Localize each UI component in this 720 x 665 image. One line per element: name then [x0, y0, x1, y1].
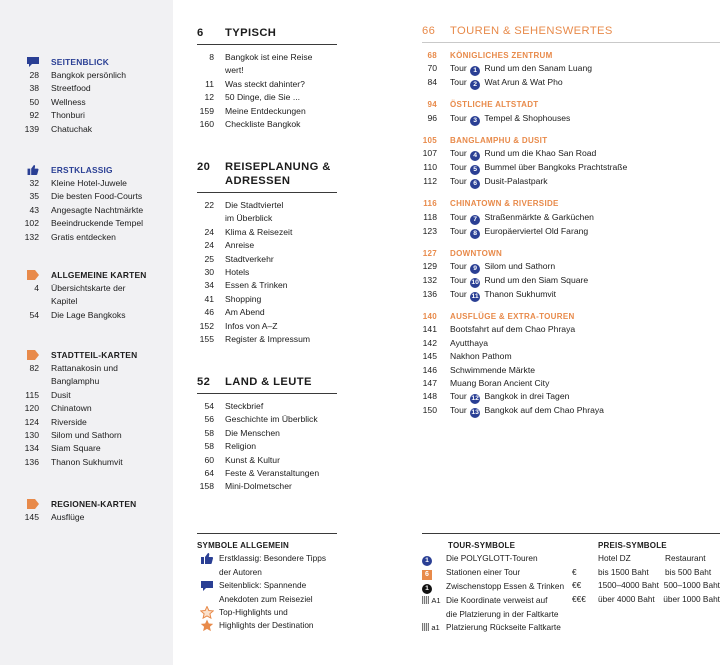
tour-number-badge: 5	[470, 165, 480, 175]
list-item[interactable]: 54 Steckbrief	[204, 401, 264, 411]
tour-number-badge: 1	[470, 66, 480, 76]
list-item[interactable]: 43 Angesagte Nachtmärkte	[29, 204, 144, 215]
list-item[interactable]: 155 Register & Impressum	[199, 334, 311, 345]
legend-item: 1 Zwischenstopp Essen & Trinken	[422, 580, 587, 594]
sidebar-section-title: ALLGEMEINE KARTEN	[24, 268, 169, 282]
tour-number-badge: 3	[470, 116, 480, 126]
section-heading: 6 TYPISCH	[197, 26, 337, 45]
price-row: €€€ über 4000 Baht über 1000 Baht	[572, 593, 720, 604]
list-item[interactable]: 32 Kleine Hotel-Juwele	[29, 178, 127, 188]
tour-number-badge: 7	[470, 215, 480, 225]
speech-bubble-icon	[27, 57, 39, 67]
legend-item: Seitenblick: Spannende	[197, 579, 337, 592]
star-outline-icon	[200, 606, 214, 619]
list-item[interactable]: 124 Riverside	[24, 416, 87, 427]
list-item[interactable]: 54 Die Lage Bangkoks	[29, 309, 126, 320]
toc-section-reiseplanung	[197, 160, 337, 346]
tour-item[interactable]: 147 Muang Boran Ancient City	[422, 378, 550, 389]
list-item[interactable]: 130 Silom und Sathorn	[24, 430, 122, 441]
grid-reference-icon	[422, 596, 429, 604]
list-item[interactable]: 24 Anreise	[204, 240, 255, 251]
tour-item[interactable]: 129 Tour 9 Silom und Sathorn	[422, 261, 556, 273]
list-item: im Überblick	[225, 213, 273, 224]
tour-number-badge: 13	[471, 409, 479, 417]
tour-item[interactable]: 142 Ayutthaya	[422, 337, 489, 348]
list-item[interactable]: 132 Gratis entdecken	[24, 231, 116, 242]
station-square-icon: 6	[422, 570, 432, 580]
sidebar	[0, 0, 173, 665]
tour-number-badge: 11	[471, 293, 479, 301]
list-item[interactable]: 134 Siam Square	[24, 443, 101, 454]
chapter-heading[interactable]: 140 AUSFLÜGE & EXTRA-TOUREN	[422, 312, 575, 322]
list-item[interactable]: 64 Feste & Veranstaltungen	[204, 468, 320, 479]
price-row: €€ 1500–4000 Baht 500–1000 Baht	[572, 580, 720, 591]
tour-item[interactable]: 146 Schwimmende Märkte	[422, 364, 536, 375]
price-header-row: Hotel DZ Restaurant	[598, 553, 706, 564]
list-item[interactable]: 152 Infos von A–Z	[199, 320, 278, 331]
chapter-heading[interactable]: 127 DOWNTOWN	[422, 248, 503, 258]
list-item[interactable]: 46 Am Abend	[204, 307, 265, 318]
section-heading: 52 LAND & LEUTE	[197, 375, 337, 394]
list-item[interactable]: 158 Mini-Dolmetscher	[199, 481, 292, 492]
toc-section-land-leute	[197, 375, 337, 494]
list-item[interactable]: 25 Stadtverkehr	[204, 253, 274, 264]
legend-item: Top-Highlights und	[197, 606, 337, 619]
section-heading: 20 REISEPLANUNG & ADRESSEN	[197, 160, 337, 193]
list-item[interactable]: 22 Die Stadtviertel	[204, 200, 284, 210]
legend-item: a1 Platzierung Rückseite Faltkarte	[422, 621, 587, 634]
list-item[interactable]: 58 Die Menschen	[204, 427, 280, 438]
list-item[interactable]: 102 Beeindruckende Tempel	[24, 218, 144, 229]
list-item: Banglamphu	[51, 376, 100, 387]
sidebar-section-title: STADTTEIL-KARTEN	[24, 348, 169, 362]
thumbs-up-icon	[27, 165, 39, 175]
map-tag-icon	[27, 499, 39, 509]
tour-item[interactable]: 84 Tour 2 Wat Arun & Wat Pho	[427, 77, 563, 89]
price-row: € bis 1500 Baht bis 500 Baht	[572, 566, 712, 577]
tour-number-badge: 1	[422, 556, 432, 566]
list-item[interactable]: 50 Wellness	[29, 96, 86, 107]
toc-section-touren	[422, 24, 720, 418]
tour-number-badge: 2	[470, 80, 480, 90]
list-item[interactable]: 11 Was steckt dahinter?	[205, 78, 305, 89]
list-item[interactable]: 136 Thanon Sukhumvit	[24, 456, 123, 467]
tour-item[interactable]: 123 Tour 8 Europäerviertel Old Farang	[422, 225, 589, 237]
tour-item[interactable]: 118 Tour 7 Straßenmärkte & Garküchen	[423, 211, 594, 223]
legend-item: A1 Die Koordinate verweist auf	[422, 594, 587, 607]
list-item[interactable]: 8 Bangkok ist eine Reise	[209, 52, 313, 62]
list-item[interactable]: 120 Chinatown	[24, 403, 92, 414]
sidebar-section-allgemeine-karten	[24, 268, 169, 322]
list-item[interactable]: 92 Thonburi	[29, 110, 85, 121]
tour-item[interactable]: 136 Tour 11 Thanon Sukhumvit	[422, 289, 556, 301]
list-item[interactable]: 38 Streetfood	[29, 83, 91, 94]
list-item: wert!	[225, 65, 244, 76]
grid-reference-icon	[422, 623, 429, 631]
sidebar-section-stadtteil-karten	[24, 348, 169, 469]
sidebar-section-title: REGIONEN-KARTEN	[24, 497, 169, 511]
legend-item: 6 Stationen einer Tour	[422, 566, 587, 580]
tour-number-badge: 4	[470, 151, 480, 161]
chapter-heading[interactable]: 105 BANGLAMPHU & DUSIT	[422, 135, 548, 145]
list-item[interactable]: 145 Ausflüge	[24, 512, 85, 522]
tour-number-badge: 6	[470, 179, 480, 189]
list-item[interactable]: 4 Übersichtskarte der	[34, 283, 126, 293]
list-item[interactable]: 139 Chatuchak	[24, 123, 93, 134]
star-filled-icon	[200, 619, 214, 632]
legend-title: TOUR-SYMBOLE	[422, 533, 587, 552]
chapter-heading[interactable]: 68 KÖNIGLICHES ZENTRUM	[427, 51, 553, 60]
tour-item[interactable]: 132 Tour 10 Rund um den Siam Square	[422, 275, 589, 287]
tour-item[interactable]: 110 Tour 5 Bummel über Bangkoks Prachtstraße	[423, 162, 628, 174]
list-item[interactable]: 28 Bangkok persönlich	[29, 70, 127, 80]
tour-item[interactable]: 112 Tour 6 Dusit-Palastpark	[423, 176, 548, 188]
tour-item[interactable]: 70 Tour 1 Rund um den Sanam Luang	[427, 63, 592, 75]
legend-item: Erstklassig: Besondere Tipps	[197, 552, 337, 565]
tour-item[interactable]: 107 Tour 4 Rund um die Khao San Road	[422, 148, 597, 160]
sidebar-section-erstklassig	[24, 163, 169, 244]
tour-item[interactable]: 145 Nakhon Pathom	[422, 351, 512, 362]
list-item[interactable]: 35 Die besten Food-Courts	[29, 191, 143, 202]
speech-bubble-icon	[201, 581, 213, 591]
map-tag-icon	[27, 270, 39, 280]
tour-item[interactable]: 141 Bootsfahrt auf dem Chao Phraya	[422, 324, 576, 335]
chapter-heading[interactable]: 94 ÖSTLICHE ALTSTADT	[427, 100, 539, 110]
list-item[interactable]: 24 Klima & Reisezeit	[204, 226, 293, 237]
list-item[interactable]: 160 Checkliste Bangkok	[199, 119, 301, 130]
section-heading: 66 TOUREN & SEHENSWERTES	[422, 24, 720, 43]
legend-title: PREIS-SYMBOLE	[572, 533, 720, 552]
tour-item[interactable]: 148 Tour 12 Bangkok in drei Tagen	[422, 391, 570, 403]
list-item[interactable]: 115 Dusit	[25, 389, 71, 400]
map-tag-icon	[27, 350, 39, 360]
sidebar-section-regionen-karten	[24, 497, 169, 524]
list-item[interactable]: 58 Religion	[204, 441, 257, 452]
toc-section-typisch	[197, 26, 337, 131]
sidebar-section-title: ERSTKLASSIG	[24, 163, 169, 177]
legend-title: SYMBOLE ALLGEMEIN	[197, 533, 337, 552]
legend-item: 1 Die POLYGLOTT-Touren	[422, 552, 587, 566]
list-item[interactable]: 60 Kunst & Kultur	[204, 454, 280, 465]
tour-number-badge: 10	[471, 279, 479, 287]
sidebar-section-seitenblick	[24, 55, 169, 136]
list-item[interactable]: 41 Shopping	[204, 293, 262, 304]
tour-number-badge: 12	[471, 395, 479, 403]
list-item[interactable]: 56 Geschichte im Überblick	[204, 414, 318, 425]
sidebar-section-title: SEITENBLICK	[24, 55, 169, 69]
tour-number-badge: 8	[470, 229, 480, 239]
tour-item[interactable]: 150 Tour 13 Bangkok auf dem Chao Phraya	[422, 405, 604, 417]
food-stop-badge: 1	[422, 584, 432, 594]
legend-tour: TOUR-SYMBOLE 1 Die POLYGLOTT-Touren 6 Stationen einer Tour 1 Zwischenstopp Essen & Trinken A1 Die Koordinate verweist auf die Platzierung in der Faltkarte a1 Platzierung Rückseite Faltkarte	[422, 533, 587, 635]
list-item[interactable]: 30 Hotels	[204, 267, 250, 278]
tour-number-badge: 9	[470, 264, 480, 274]
list-item[interactable]: 82 Rattanakosin und	[29, 363, 118, 373]
list-item: Kapitel	[51, 296, 78, 307]
tour-item[interactable]: 96 Tour 3 Tempel & Shophouses	[427, 112, 571, 124]
list-item[interactable]: 34 Essen & Trinken	[204, 280, 288, 291]
legend-general: SYMBOLE ALLGEMEIN Erstklassig: Besondere Tipps der Autoren Seitenblick: Spannende Anekdoten zum Reiseziel Top-Highlights und Highlights der Destination	[197, 533, 337, 633]
list-item[interactable]: 159 Meine Entdeckungen	[199, 105, 306, 116]
legend-item: Highlights der Destination	[197, 619, 337, 632]
chapter-heading[interactable]: 116 CHINATOWN & RIVERSIDE	[423, 199, 559, 209]
thumbs-up-icon	[201, 553, 213, 564]
legend-price	[572, 533, 720, 606]
list-item[interactable]: 12 50 Dinge, die Sie ...	[204, 92, 301, 103]
